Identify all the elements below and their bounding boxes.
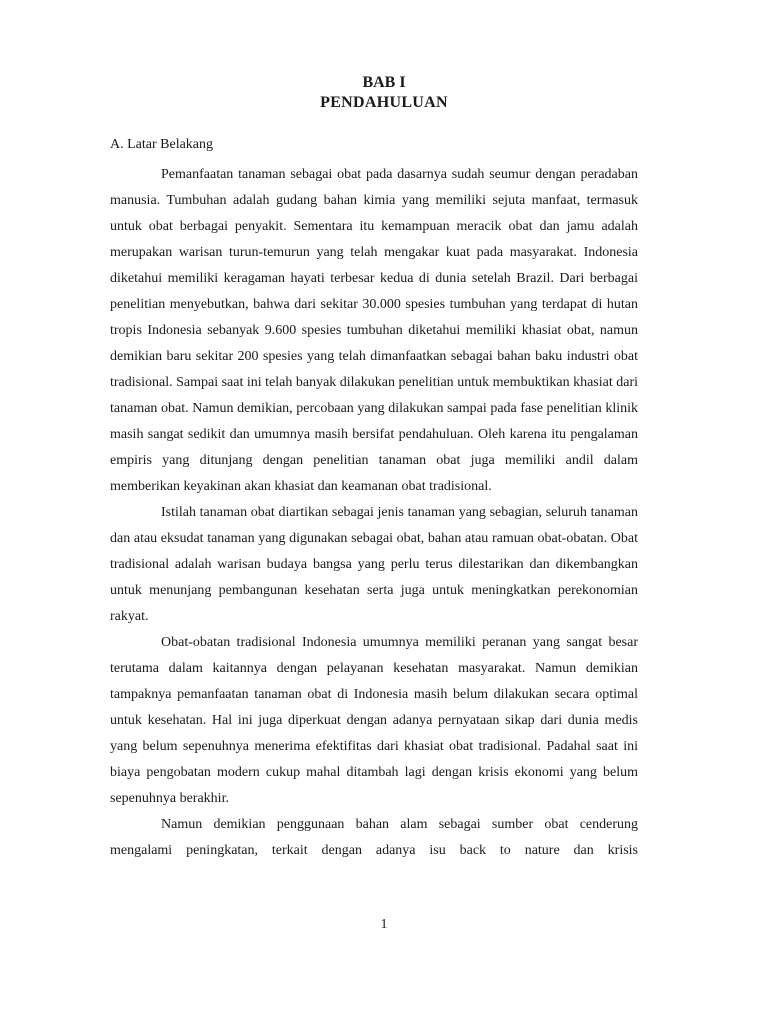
paragraph-4: Namun demikian penggunaan bahan alam sebagai sumber obat cenderung mengalami peningkatan, terkait dengan adanya isu back to nature dan krisis — [110, 817, 638, 858]
chapter-number: BAB I — [362, 74, 406, 91]
body-text — [110, 162, 638, 864]
page-number: 1 — [380, 917, 388, 932]
chapter-title: PENDAHULUAN — [320, 94, 448, 111]
paragraph-3: Obat-obatan tradisional Indonesia umumnya memiliki peranan yang sangat besar terutama dalam kaitannya dengan pelayanan kesehatan masyarakat. Namun demikian tampaknya pemanfaatan tanaman obat di Indonesia masih belum dilakukan secara optimal untuk kesehatan. Hal ini juga diperkuat dengan adanya pernyataan sikap dari dunia medis yang belum sepenuhnya menerima efektifitas dari khasiat obat tradisional. Padahal saat ini biaya pengobatan modern cukup mahal ditambah lagi dengan krisis ekonomi yang belum sepenuhnya berakhir. — [110, 635, 638, 806]
paragraph-1: Pemanfaatan tanaman sebagai obat pada dasarnya sudah seumur dengan peradaban manusia. Tumbuhan adalah gudang bahan kimia yang memiliki sejuta manfaat, termasuk untuk obat berbagai penyakit. Sementara itu kemampuan meracik obat dan jamu adalah merupakan warisan turun-temurun yang telah mengakar kuat pada masyarakat. Indonesia diketahui memiliki keragaman hayati terbesar kedua di dunia setelah Brazil. Dari berbagai penelitian menyebutkan, bahwa dari sekitar 30.000 spesies tumbuhan yang terdapat di hutan tropis Indonesia sebanyak 9.600 spesies tumbuhan diketahui memiliki khasiat obat, namun demikian baru sekitar 200 spesies yang telah dimanfaatkan sebagai bahan baku industri obat tradisional. Sampai saat ini telah banyak dilakukan penelitian untuk membuktikan khasiat dari tanaman obat. Namun demikian, percobaan yang dilakukan sampai pada fase penelitian klinik masih sangat sedikit dan umumnya masih bersifat pendahuluan. Oleh karena itu pengalaman empiris yang ditunjang dengan penelitian tanaman obat juga memiliki andil dalam memberikan keyakinan akan khasiat dan keamanan obat tradisional. — [110, 167, 638, 494]
section-heading: A. Latar Belakang — [110, 137, 214, 152]
paragraph-2: Istilah tanaman obat diartikan sebagai jenis tanaman yang sebagian, seluruh tanaman dan atau eksudat tanaman yang digunakan sebagai obat, bahan atau ramuan obat-obatan. Obat tradisional adalah warisan budaya bangsa yang perlu terus dilestarikan dan dikembangkan untuk menunjang pembangunan kesehatan serta juga untuk meningkatkan perekonomian rakyat. — [110, 505, 638, 624]
